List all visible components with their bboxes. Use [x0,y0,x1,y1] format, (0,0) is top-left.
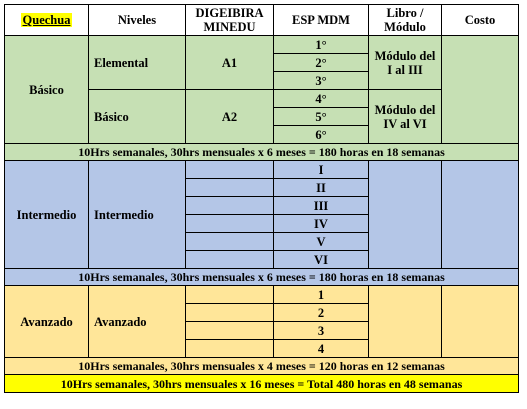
digeibira-cell [186,251,274,269]
header-quechua [5,5,89,36]
header-quechua-label: Quechua [22,13,71,27]
intermedio-note-row [5,269,519,286]
basico-costo [442,36,519,144]
intermedio-costo [442,161,519,269]
digeibira-cell [186,215,274,233]
grade-cell: 1 [274,286,369,304]
digeibira-cell [186,179,274,197]
digeibira-cell [186,233,274,251]
grade-cell: 2 [274,304,369,322]
grade-cell: 6° [274,126,369,144]
basico-note: 10Hrs semanales, 30hrs mensuales x 6 meses = 180 horas en 18 semanas [5,144,519,161]
grade-cell: IV [274,215,369,233]
header-row [5,5,519,36]
digeibira-cell [186,161,274,179]
basico-sub1-nivel: Elemental [89,36,186,90]
basico-sub2-modulo: Módulo del IV al VI [369,90,442,144]
grade-cell: 1° [274,36,369,54]
basico-sub1-code: A1 [186,36,274,90]
avanzado-note: 10Hrs semanales, 30hrs mensuales x 4 meses = 120 horas en 12 semanas [5,358,519,375]
header-libro-modulo: Libro / Módulo [369,5,442,36]
grade-cell: I [274,161,369,179]
grade-cell: 2° [274,54,369,72]
basico-level-label: Básico [5,36,89,144]
header-niveles: Niveles [89,5,186,36]
course-schedule-table [4,4,519,393]
intermedio-nivel: Intermedio [89,161,186,269]
grade-cell: 3 [274,322,369,340]
avanzado-level-label: Avanzado [5,286,89,358]
avanzado-note-row [5,358,519,375]
header-costo: Costo [442,5,519,36]
header-esp-mdm: ESP MDM [274,5,369,36]
header-digeibira: DIGEIBIRA MINEDU [186,5,274,36]
intermedio-modulo [369,161,442,269]
basico-sub2-nivel: Básico [89,90,186,144]
intermedio-row [5,161,519,179]
digeibira-cell [186,286,274,304]
grade-cell: 3° [274,72,369,90]
basico-sub2-code: A2 [186,90,274,144]
intermedio-level-label: Intermedio [5,161,89,269]
schedule-table-wrapper [4,4,519,393]
intermedio-note: 10Hrs semanales, 30hrs mensuales x 6 meses = 180 horas en 18 semanas [5,269,519,286]
avanzado-row [5,286,519,304]
total-note: 10Hrs semanales, 30hrs mensuales x 16 meses = Total 480 horas en 48 semanas [5,375,519,393]
grade-cell: V [274,233,369,251]
avanzado-modulo [369,286,442,358]
basico-note-row [5,144,519,161]
digeibira-cell [186,322,274,340]
basico-row [5,36,519,54]
grade-cell: 5° [274,108,369,126]
avanzado-costo [442,286,519,358]
avanzado-nivel: Avanzado [89,286,186,358]
basico-sub1-modulo: Módulo del I al III [369,36,442,90]
grade-cell: II [274,179,369,197]
grade-cell: 4° [274,90,369,108]
grade-cell: VI [274,251,369,269]
grade-cell: 4 [274,340,369,358]
total-row [5,375,519,393]
digeibira-cell [186,197,274,215]
digeibira-cell [186,340,274,358]
digeibira-cell [186,304,274,322]
grade-cell: III [274,197,369,215]
